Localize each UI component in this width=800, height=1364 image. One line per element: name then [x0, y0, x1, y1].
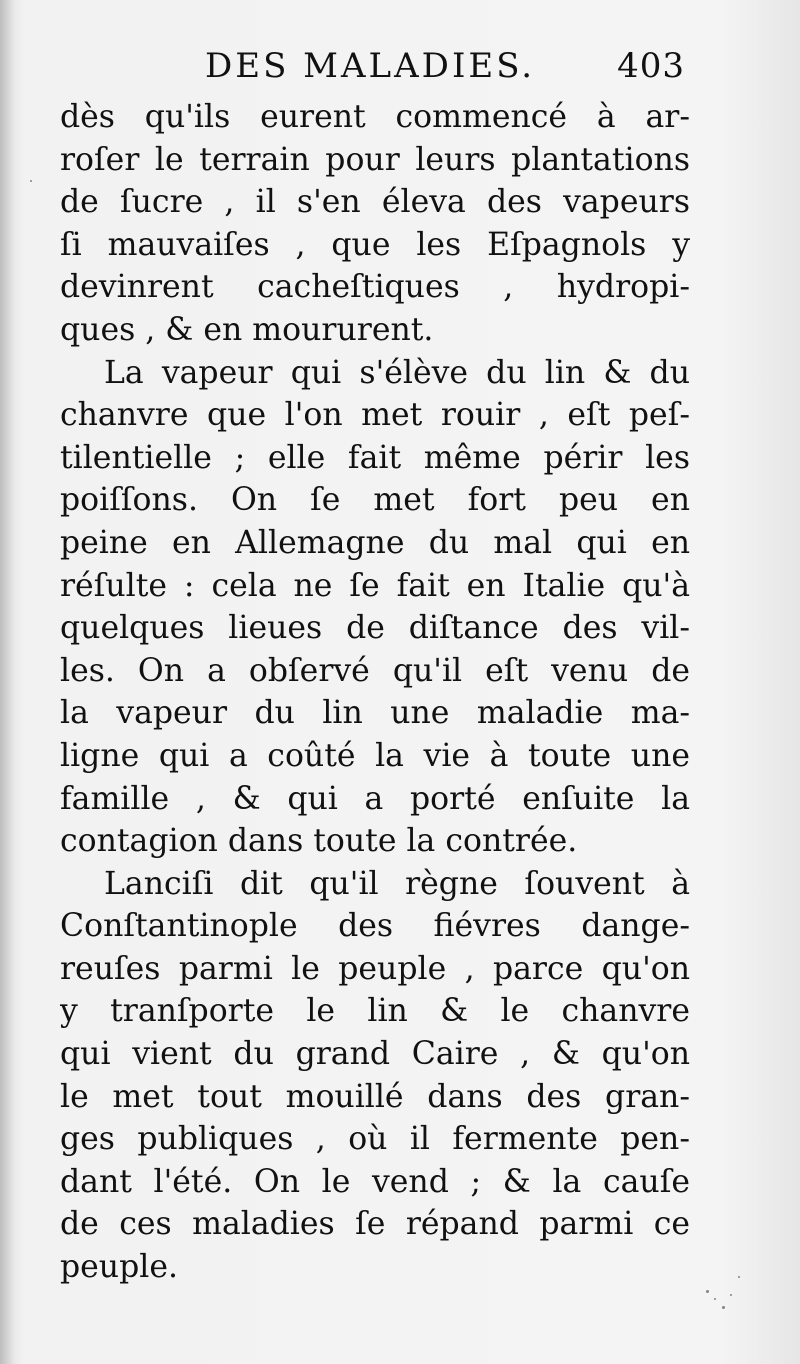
running-title: DES MALADIES.: [205, 46, 536, 86]
page-header: [205, 46, 685, 96]
text-line: tilentielle ; elle fait même périr les: [60, 439, 690, 476]
text-line: reuſes parmi le peuple , parce qu'on: [60, 950, 690, 987]
text-line: ligne qui a coûté la vie à toute une: [60, 737, 690, 774]
page-binding-edge: [0, 0, 14, 1364]
text-line: ſi mauvaiſes , que les Eſpagnols y: [60, 226, 690, 263]
page-number: 403: [617, 46, 685, 86]
text-line: famille , & qui a porté enſuite la: [60, 780, 690, 817]
text-line: de ſucre , il s'en éleva des vapeurs: [60, 184, 690, 221]
text-line: la vapeur du lin une maladie ma-: [60, 695, 690, 732]
text-line: réſulte : cela ne ſe fait en Italie qu'à: [60, 567, 690, 604]
text-line: de ces maladies ſe répand parmi ce: [60, 1206, 690, 1243]
text-line: qui vient du grand Caire , & qu'on: [60, 1036, 690, 1073]
speck: [30, 180, 32, 182]
text-line: poiſſons. On ſe met fort peu en: [60, 482, 690, 519]
text-line: ges publiques , où il fermente pen-: [60, 1121, 690, 1158]
text-line: devinrent cacheſtiques , hydropi-: [60, 269, 690, 306]
speck: [738, 1276, 740, 1278]
text-line: La vapeur qui s'élève du lin & du: [104, 354, 690, 391]
body-text: [60, 96, 690, 1289]
text-line: y tranſporte le lin & le chanvre: [60, 993, 690, 1030]
text-line: Conſtantinople des fiévres dange-: [60, 908, 690, 945]
text-line: contagion dans toute la contrée.: [60, 823, 578, 860]
text-line: dès qu'ils eurent commencé à ar-: [60, 99, 690, 135]
text-line: roſer le terrain pour leurs plantations: [60, 141, 690, 178]
speck: [714, 1298, 716, 1300]
text-line: peuple.: [60, 1249, 178, 1286]
text-line: peine en Allemagne du mal qui en: [60, 524, 690, 561]
text-line: le met tout mouillé dans des gran-: [60, 1078, 690, 1115]
text-line: Lanciſi dit qu'il règne ſouvent à: [104, 865, 690, 902]
text-line: les. On a obſervé qu'il eſt venu de: [60, 652, 690, 689]
text-line: dant l'été. On le vend ; & la cauſe: [60, 1163, 690, 1200]
text-line: ques , & en moururent.: [60, 311, 434, 348]
text-line: quelques lieues de diſtance des vil-: [60, 610, 690, 647]
speck: [722, 1306, 725, 1309]
text-line: chanvre que l'on met rouir , eſt peſ-: [60, 397, 690, 434]
speck: [730, 1294, 732, 1296]
speck: [706, 1290, 709, 1293]
